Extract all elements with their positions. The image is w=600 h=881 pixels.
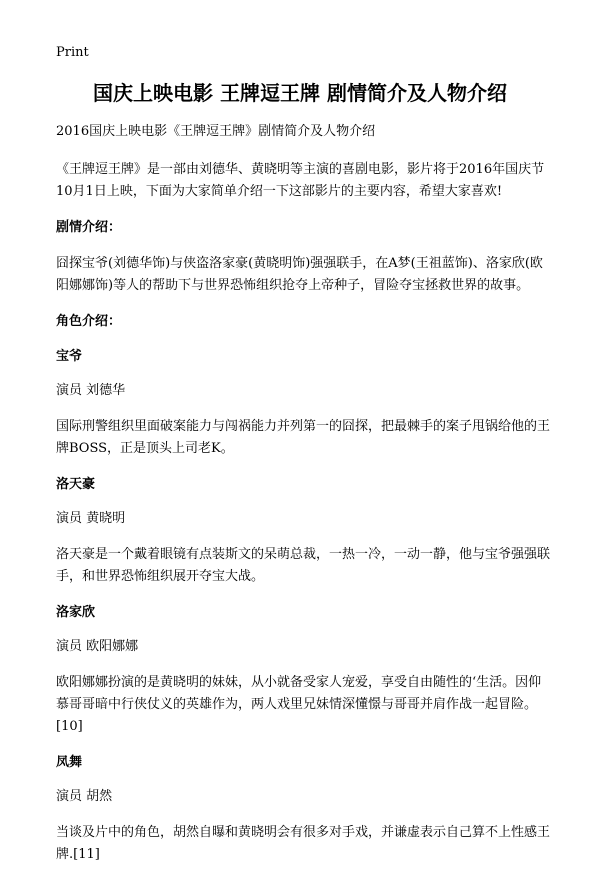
character-actor: 演员 胡然	[56, 789, 113, 804]
character-actor: 演员 刘德华	[56, 383, 126, 398]
character-description: 当谈及片中的角色，胡然自曝和黄晓明会有很多对手戏，并谦虚表示自己算不上性感王牌.[11]	[56, 825, 551, 862]
intro-paragraph: 《王牌逗王牌》是一部由刘德华、黄晓明等主演的喜剧电影，影片将于2016年国庆节10月1日上映，下面为大家简单介绍一下这部影片的主要内容，希望大家喜欢!	[56, 162, 545, 199]
character-name: 洛天豪	[56, 477, 96, 492]
plot-paragraph: 囧探宝爷(刘德华饰)与侠盗洛家豪(黄晓明饰)强强联手，在A梦(王祖蓝饰)、洛家欣(欧阳娜娜饰)等人的帮助下与世界恐怖组织抢夺上帝种子，冒险夺宝拯救世界的故事。	[56, 256, 543, 293]
plot-heading: 剧情介绍：	[56, 220, 122, 235]
page-title: 国庆上映电影 王牌逗王牌 剧情简介及人物介绍	[93, 81, 507, 105]
character-actor: 演员 黄晓明	[56, 511, 126, 526]
character-name: 洛家欣	[56, 605, 96, 620]
character-actor: 演员 欧阳娜娜	[56, 639, 139, 654]
character-name: 宝爷	[56, 349, 83, 364]
subtitle: 2016国庆上映电影《王牌逗王牌》剧情简介及人物介绍	[56, 124, 376, 139]
print-link[interactable]: Print	[56, 45, 89, 60]
roles-heading: 角色介绍：	[56, 314, 122, 329]
article-body	[56, 122, 552, 881]
character-name: 凤舞	[56, 755, 83, 770]
character-description: 欧阳娜娜扮演的是黄晓明的妹妹，从小就备受家人宠爱，享受自由随性的‘生活。因仰慕哥哥暗中行侠仗义的英雄作为，两人戏里兄妹情深懂憬与哥哥并肩作战一起冒险。[10]	[56, 675, 542, 734]
character-description: 洛天豪是一个戴着眼镜有点装斯文的呆萌总裁，一热一冷，一动一静，他与宝爷强强联手，和世界恐怖组织展开夺宝大战。	[56, 547, 551, 584]
character-description: 国际刑警组织里面破案能力与闯祸能力并列第一的囧探，把最棘手的案子甩锅给他的王牌BOSS，正是顶头上司老K。	[56, 419, 551, 456]
